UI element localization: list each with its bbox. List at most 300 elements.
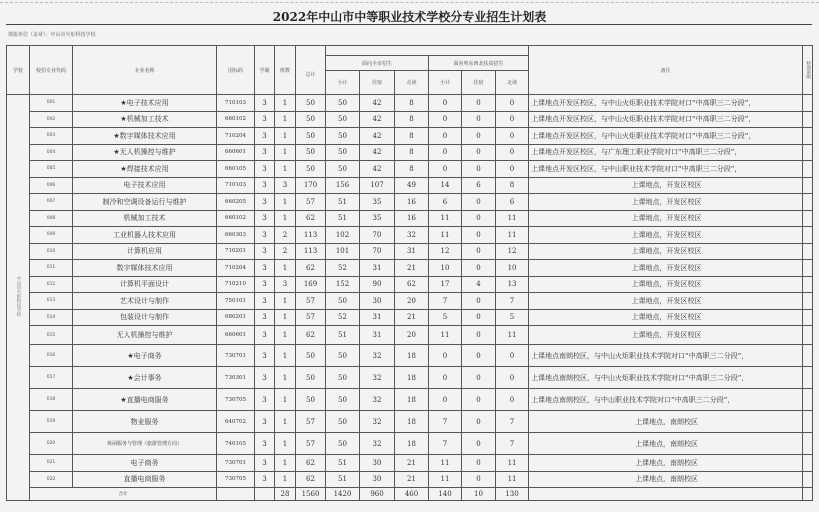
remark: 上课地点，开发区校区 xyxy=(529,276,803,293)
cell-c-day: 62 xyxy=(395,276,429,293)
major-name: 艺术设计与制作 xyxy=(73,293,217,310)
cell-classes: 1 xyxy=(275,161,296,178)
cell-p-board: 0 xyxy=(462,309,496,326)
totals-remark xyxy=(529,488,803,501)
cell-p-day: 6 xyxy=(496,194,529,211)
major-name: 机械加工技术 xyxy=(73,210,217,227)
cell-p-day: 7 xyxy=(496,411,529,433)
special-note xyxy=(803,367,813,389)
table-row xyxy=(7,243,813,260)
cell-gb: 730705 xyxy=(217,389,255,411)
cell-p-board: 0 xyxy=(462,161,496,178)
cell-years: 3 xyxy=(255,345,275,367)
cell-p-board: 0 xyxy=(462,367,496,389)
remark: 上课地点，开发区校区 xyxy=(529,210,803,227)
cell-c-board: 70 xyxy=(360,243,395,260)
cell-p-day: 11 xyxy=(496,326,529,345)
cell-c-sub: 50 xyxy=(326,345,360,367)
special-note xyxy=(803,389,813,411)
enrollment-plan-table xyxy=(6,45,813,501)
cell-total: 57 xyxy=(296,309,326,326)
cell-c-sub: 50 xyxy=(326,111,360,128)
cell-c-board: 30 xyxy=(360,293,395,310)
cell-p-sub: 5 xyxy=(429,309,462,326)
cell-gb: 660303 xyxy=(217,227,255,244)
cell-c-sub: 52 xyxy=(326,309,360,326)
cell-p-day: 12 xyxy=(496,243,529,260)
special-note xyxy=(803,194,813,211)
cell-p-day: 0 xyxy=(496,111,529,128)
major-name: 直播电商服务 xyxy=(73,471,217,488)
cell-years: 3 xyxy=(255,433,275,455)
cell-gb: 660601 xyxy=(217,326,255,345)
cell-p-day: 10 xyxy=(496,260,529,277)
special-note xyxy=(803,293,813,310)
cell-c-sub: 50 xyxy=(326,128,360,145)
special-note xyxy=(803,345,813,367)
totals-years xyxy=(255,488,275,501)
cell-c-day: 16 xyxy=(395,194,429,211)
cell-p-sub: 7 xyxy=(429,293,462,310)
major-name: 制冷和空调设备运行与维护 xyxy=(73,194,217,211)
cell-p-day: 0 xyxy=(496,144,529,161)
cell-c-sub: 50 xyxy=(326,161,360,178)
table-row xyxy=(7,471,813,488)
cell-classes: 1 xyxy=(275,293,296,310)
cell-c-sub: 51 xyxy=(326,455,360,472)
cell-gb: 730705 xyxy=(217,471,255,488)
totals-classes: 28 xyxy=(275,488,296,501)
major-code: 017 xyxy=(30,367,73,389)
major-name: ★焊接技术应用 xyxy=(73,161,217,178)
cell-years: 3 xyxy=(255,309,275,326)
cell-c-board: 30 xyxy=(360,455,395,472)
cell-gb: 730701 xyxy=(217,345,255,367)
cell-years: 3 xyxy=(255,455,275,472)
cell-p-sub: 14 xyxy=(429,177,462,194)
cell-c-sub: 51 xyxy=(326,194,360,211)
document-title: 2022年中山市中等职业技术学校分专业招生计划表 xyxy=(272,10,547,24)
cell-c-board: 32 xyxy=(360,411,395,433)
special-note xyxy=(803,243,813,260)
cell-classes: 1 xyxy=(275,345,296,367)
cell-total: 113 xyxy=(296,243,326,260)
major-name: 休闲服务与管理（旅游管理方向） xyxy=(73,433,217,455)
cell-p-board: 0 xyxy=(462,471,496,488)
major-code: 009 xyxy=(30,227,73,244)
totals-row xyxy=(7,488,813,501)
cell-c-board: 31 xyxy=(360,260,395,277)
table-row xyxy=(7,309,813,326)
cell-p-board: 0 xyxy=(462,411,496,433)
major-code: 002 xyxy=(30,111,73,128)
cell-gb: 730701 xyxy=(217,455,255,472)
cell-c-sub: 102 xyxy=(326,227,360,244)
header-special: 特别说明 xyxy=(803,46,813,95)
cell-total: 57 xyxy=(296,433,326,455)
cell-c-day: 18 xyxy=(395,411,429,433)
cell-p-sub: 17 xyxy=(429,276,462,293)
cell-p-sub: 0 xyxy=(429,389,462,411)
cell-gb: 710103 xyxy=(217,95,255,112)
remark: 上课地点开发区校区，与中山火炬职业技术学院对口“中高职三二分段”， xyxy=(529,95,803,112)
major-name: ★数字媒体技术应用 xyxy=(73,128,217,145)
major-code: 014 xyxy=(30,309,73,326)
major-name: ★电子商务 xyxy=(73,345,217,367)
cell-years: 3 xyxy=(255,128,275,145)
cell-p-sub: 0 xyxy=(429,345,462,367)
cell-c-board: 32 xyxy=(360,367,395,389)
totals-c-board: 960 xyxy=(360,488,395,501)
cell-c-day: 8 xyxy=(395,144,429,161)
scan-edge xyxy=(0,2,819,3)
header-classes: 班数 xyxy=(275,46,296,95)
cell-c-sub: 50 xyxy=(326,367,360,389)
cell-total: 50 xyxy=(296,389,326,411)
cell-total: 57 xyxy=(296,411,326,433)
cell-gb: 710204 xyxy=(217,260,255,277)
remark: 上课地点南朗校区，与中山职业技术学院对口“中高职三二分段”， xyxy=(529,389,803,411)
table-row xyxy=(7,276,813,293)
cell-p-board: 0 xyxy=(462,389,496,411)
cell-p-sub: 7 xyxy=(429,433,462,455)
totals-p-board: 10 xyxy=(462,488,496,501)
cell-years: 3 xyxy=(255,389,275,411)
cell-classes: 1 xyxy=(275,144,296,161)
major-name: 电子商务 xyxy=(73,455,217,472)
cell-c-day: 20 xyxy=(395,293,429,310)
table-row xyxy=(7,111,813,128)
cell-gb: 710201 xyxy=(217,243,255,260)
cell-c-board: 42 xyxy=(360,144,395,161)
cell-c-day: 49 xyxy=(395,177,429,194)
cell-c-board: 31 xyxy=(360,326,395,345)
cell-classes: 1 xyxy=(275,433,296,455)
cell-p-day: 8 xyxy=(496,177,529,194)
major-code: 019 xyxy=(30,411,73,433)
cell-c-sub: 50 xyxy=(326,144,360,161)
cell-c-day: 32 xyxy=(395,227,429,244)
cell-years: 3 xyxy=(255,111,275,128)
totals-label: 合计 xyxy=(30,488,217,501)
header-blank-group xyxy=(326,46,529,56)
cell-c-sub: 52 xyxy=(326,260,360,277)
header-remark: 备注 xyxy=(529,46,803,95)
major-code: 016 xyxy=(30,345,73,367)
remark: 上课地点开发区校区，与中山火炬职业技术学院对口“中高职三二分段”， xyxy=(529,128,803,145)
header-school: 学校 xyxy=(7,46,30,95)
cell-total: 50 xyxy=(296,367,326,389)
cell-p-sub: 6 xyxy=(429,194,462,211)
special-note xyxy=(803,227,813,244)
cell-total: 50 xyxy=(296,111,326,128)
cell-p-board: 0 xyxy=(462,210,496,227)
totals-gb xyxy=(217,488,255,501)
cell-c-day: 18 xyxy=(395,345,429,367)
major-code: 001 xyxy=(30,95,73,112)
header-code: 校招专业代码 xyxy=(30,46,73,95)
cell-p-sub: 0 xyxy=(429,111,462,128)
cell-gb: 640702 xyxy=(217,411,255,433)
major-code: 003 xyxy=(30,128,73,145)
special-note xyxy=(803,95,813,112)
cell-years: 3 xyxy=(255,243,275,260)
major-code: 012 xyxy=(30,276,73,293)
cell-c-board: 31 xyxy=(360,309,395,326)
special-note xyxy=(803,455,813,472)
cell-c-board: 42 xyxy=(360,161,395,178)
cell-classes: 1 xyxy=(275,389,296,411)
header-poor-subtotal: 小计 xyxy=(429,71,462,95)
cell-gb: 710204 xyxy=(217,128,255,145)
totals-p-sub: 140 xyxy=(429,488,462,501)
school-cell xyxy=(7,95,30,501)
major-name: ★无人机操控与维护 xyxy=(73,144,217,161)
cell-c-sub: 50 xyxy=(326,95,360,112)
cell-p-day: 0 xyxy=(496,95,529,112)
cell-p-board: 0 xyxy=(462,144,496,161)
cell-classes: 1 xyxy=(275,260,296,277)
table-row xyxy=(7,227,813,244)
totals-c-sub: 1420 xyxy=(326,488,360,501)
cell-c-board: 42 xyxy=(360,95,395,112)
cell-total: 62 xyxy=(296,326,326,345)
cell-gb: 680201 xyxy=(217,309,255,326)
table-row xyxy=(7,177,813,194)
cell-gb: 710103 xyxy=(217,177,255,194)
cell-years: 3 xyxy=(255,471,275,488)
totals-c-day: 460 xyxy=(395,488,429,501)
table-row xyxy=(7,144,813,161)
cell-years: 3 xyxy=(255,326,275,345)
special-note xyxy=(803,177,813,194)
cell-total: 57 xyxy=(296,293,326,310)
special-note xyxy=(803,433,813,455)
major-name: ★机械加工技术 xyxy=(73,111,217,128)
cell-total: 62 xyxy=(296,471,326,488)
remark: 上课地点开发区校区，与中山职业技术学院对口“中高职三二分段”， xyxy=(529,161,803,178)
cell-p-sub: 11 xyxy=(429,210,462,227)
cell-years: 3 xyxy=(255,276,275,293)
cell-total: 50 xyxy=(296,161,326,178)
cell-total: 62 xyxy=(296,455,326,472)
totals-p-day: 130 xyxy=(496,488,529,501)
major-code: 018 xyxy=(30,389,73,411)
cell-c-board: 32 xyxy=(360,345,395,367)
cell-classes: 1 xyxy=(275,326,296,345)
cell-gb: 660102 xyxy=(217,210,255,227)
cell-gb: 660105 xyxy=(217,161,255,178)
cell-total: 50 xyxy=(296,128,326,145)
special-note xyxy=(803,276,813,293)
cell-classes: 1 xyxy=(275,210,296,227)
remark: 上课地点，开发区校区 xyxy=(529,194,803,211)
table-row xyxy=(7,411,813,433)
major-code: 015 xyxy=(30,326,73,345)
cell-p-day: 11 xyxy=(496,210,529,227)
table-row xyxy=(7,326,813,345)
cell-p-sub: 11 xyxy=(429,455,462,472)
cell-years: 3 xyxy=(255,95,275,112)
cell-p-board: 6 xyxy=(462,177,496,194)
cell-gb: 730301 xyxy=(217,367,255,389)
special-note xyxy=(803,309,813,326)
special-note xyxy=(803,326,813,345)
cell-classes: 1 xyxy=(275,111,296,128)
cell-years: 3 xyxy=(255,227,275,244)
major-name: 电子技术应用 xyxy=(73,177,217,194)
cell-classes: 1 xyxy=(275,411,296,433)
cell-classes: 3 xyxy=(275,276,296,293)
cell-p-sub: 0 xyxy=(429,367,462,389)
cell-p-sub: 0 xyxy=(429,144,462,161)
cell-years: 3 xyxy=(255,411,275,433)
remark: 上课地点，南朗校区 xyxy=(529,411,803,433)
table-row xyxy=(7,128,813,145)
cell-p-sub: 11 xyxy=(429,471,462,488)
cell-p-sub: 11 xyxy=(429,326,462,345)
remark: 上课地点开发区校区，与中山火炬职业技术学院对口“中高职三二分段”， xyxy=(529,111,803,128)
header-gb: 国标码 xyxy=(217,46,255,95)
remark: 上课地点南朗校区，与中山火炬职业技术学院对口“中高职三二分段”， xyxy=(529,367,803,389)
header-city-subtotal: 小计 xyxy=(326,71,360,95)
cell-gb: 660205 xyxy=(217,194,255,211)
major-name: 包装设计与制作 xyxy=(73,309,217,326)
cell-c-sub: 101 xyxy=(326,243,360,260)
cell-c-board: 32 xyxy=(360,389,395,411)
table-row xyxy=(7,293,813,310)
cell-p-sub: 0 xyxy=(429,161,462,178)
cell-c-sub: 50 xyxy=(326,433,360,455)
cell-p-board: 4 xyxy=(462,276,496,293)
remark: 上课地点，开发区校区 xyxy=(529,177,803,194)
cell-total: 113 xyxy=(296,227,326,244)
table-row xyxy=(7,260,813,277)
major-code: 005 xyxy=(30,161,73,178)
cell-p-day: 7 xyxy=(496,433,529,455)
cell-p-board: 0 xyxy=(462,243,496,260)
totals-total: 1560 xyxy=(296,488,326,501)
cell-p-board: 0 xyxy=(462,260,496,277)
cell-classes: 1 xyxy=(275,128,296,145)
cell-p-sub: 0 xyxy=(429,128,462,145)
major-name: ★电子技术应用 xyxy=(73,95,217,112)
cell-c-day: 21 xyxy=(395,455,429,472)
cell-classes: 1 xyxy=(275,367,296,389)
cell-c-day: 8 xyxy=(395,161,429,178)
remark: 上课地点开发区校区，与广东理工职业学院对口“中高职三二分段”， xyxy=(529,144,803,161)
major-code: 021 xyxy=(30,455,73,472)
cell-c-day: 18 xyxy=(395,433,429,455)
cell-c-board: 107 xyxy=(360,177,395,194)
cell-years: 3 xyxy=(255,260,275,277)
cell-gb: 750101 xyxy=(217,293,255,310)
cell-p-board: 0 xyxy=(462,111,496,128)
cell-total: 50 xyxy=(296,345,326,367)
cell-years: 3 xyxy=(255,177,275,194)
cell-p-day: 0 xyxy=(496,389,529,411)
cell-c-sub: 50 xyxy=(326,411,360,433)
major-code: 006 xyxy=(30,177,73,194)
cell-total: 62 xyxy=(296,210,326,227)
cell-classes: 1 xyxy=(275,95,296,112)
cell-years: 3 xyxy=(255,161,275,178)
table-row xyxy=(7,161,813,178)
major-name: 计算机平面设计 xyxy=(73,276,217,293)
remark: 上课地点，开发区校区 xyxy=(529,227,803,244)
cell-classes: 2 xyxy=(275,243,296,260)
major-code: 004 xyxy=(30,144,73,161)
filling-unit: 填报单位（盖章）：中山市火炬科技学校 xyxy=(8,32,96,38)
cell-gb: 660601 xyxy=(217,144,255,161)
cell-total: 170 xyxy=(296,177,326,194)
cell-c-board: 35 xyxy=(360,194,395,211)
cell-p-board: 0 xyxy=(462,227,496,244)
school-name: 中山市火炬科技学校 xyxy=(16,276,21,317)
cell-p-day: 0 xyxy=(496,367,529,389)
major-code: 007 xyxy=(30,194,73,211)
header-poor-day: 走读 xyxy=(496,71,529,95)
cell-c-board: 42 xyxy=(360,111,395,128)
cell-c-day: 18 xyxy=(395,367,429,389)
header-group-city: 面向全市招生 xyxy=(326,56,429,71)
cell-c-day: 8 xyxy=(395,95,429,112)
table-row xyxy=(7,389,813,411)
remark: 上课地点，南朗校区 xyxy=(529,471,803,488)
cell-c-sub: 156 xyxy=(326,177,360,194)
header-total: 总计 xyxy=(296,56,326,95)
special-note xyxy=(803,111,813,128)
major-name: 无人机操控与维护 xyxy=(73,326,217,345)
cell-p-day: 13 xyxy=(496,276,529,293)
table-row xyxy=(7,95,813,112)
remark: 上课地点，开发区校区 xyxy=(529,243,803,260)
major-code: 013 xyxy=(30,293,73,310)
cell-years: 3 xyxy=(255,194,275,211)
major-code: 022 xyxy=(30,471,73,488)
cell-p-day: 0 xyxy=(496,161,529,178)
major-code: 010 xyxy=(30,243,73,260)
cell-p-day: 0 xyxy=(496,128,529,145)
header-group-poor: 面向粤东西北扶贫招生 xyxy=(429,56,529,71)
major-code: 011 xyxy=(30,260,73,277)
header-city-day: 走读 xyxy=(395,71,429,95)
cell-p-board: 0 xyxy=(462,326,496,345)
special-note xyxy=(803,260,813,277)
cell-c-sub: 152 xyxy=(326,276,360,293)
cell-classes: 1 xyxy=(275,194,296,211)
cell-p-day: 7 xyxy=(496,293,529,310)
cell-c-day: 8 xyxy=(395,111,429,128)
remark: 上课地点，南朗校区 xyxy=(529,455,803,472)
cell-gb: 660102 xyxy=(217,111,255,128)
cell-c-day: 21 xyxy=(395,471,429,488)
cell-c-board: 35 xyxy=(360,210,395,227)
header-poor-board: 住宿 xyxy=(462,71,496,95)
title-rule xyxy=(6,24,812,25)
special-note xyxy=(803,210,813,227)
cell-c-day: 21 xyxy=(395,260,429,277)
cell-classes: 2 xyxy=(275,227,296,244)
cell-c-day: 31 xyxy=(395,243,429,260)
cell-total: 57 xyxy=(296,194,326,211)
cell-c-board: 90 xyxy=(360,276,395,293)
cell-p-day: 11 xyxy=(496,227,529,244)
cell-c-day: 8 xyxy=(395,128,429,145)
header-blank xyxy=(296,46,326,56)
cell-c-sub: 50 xyxy=(326,389,360,411)
table-row xyxy=(7,194,813,211)
